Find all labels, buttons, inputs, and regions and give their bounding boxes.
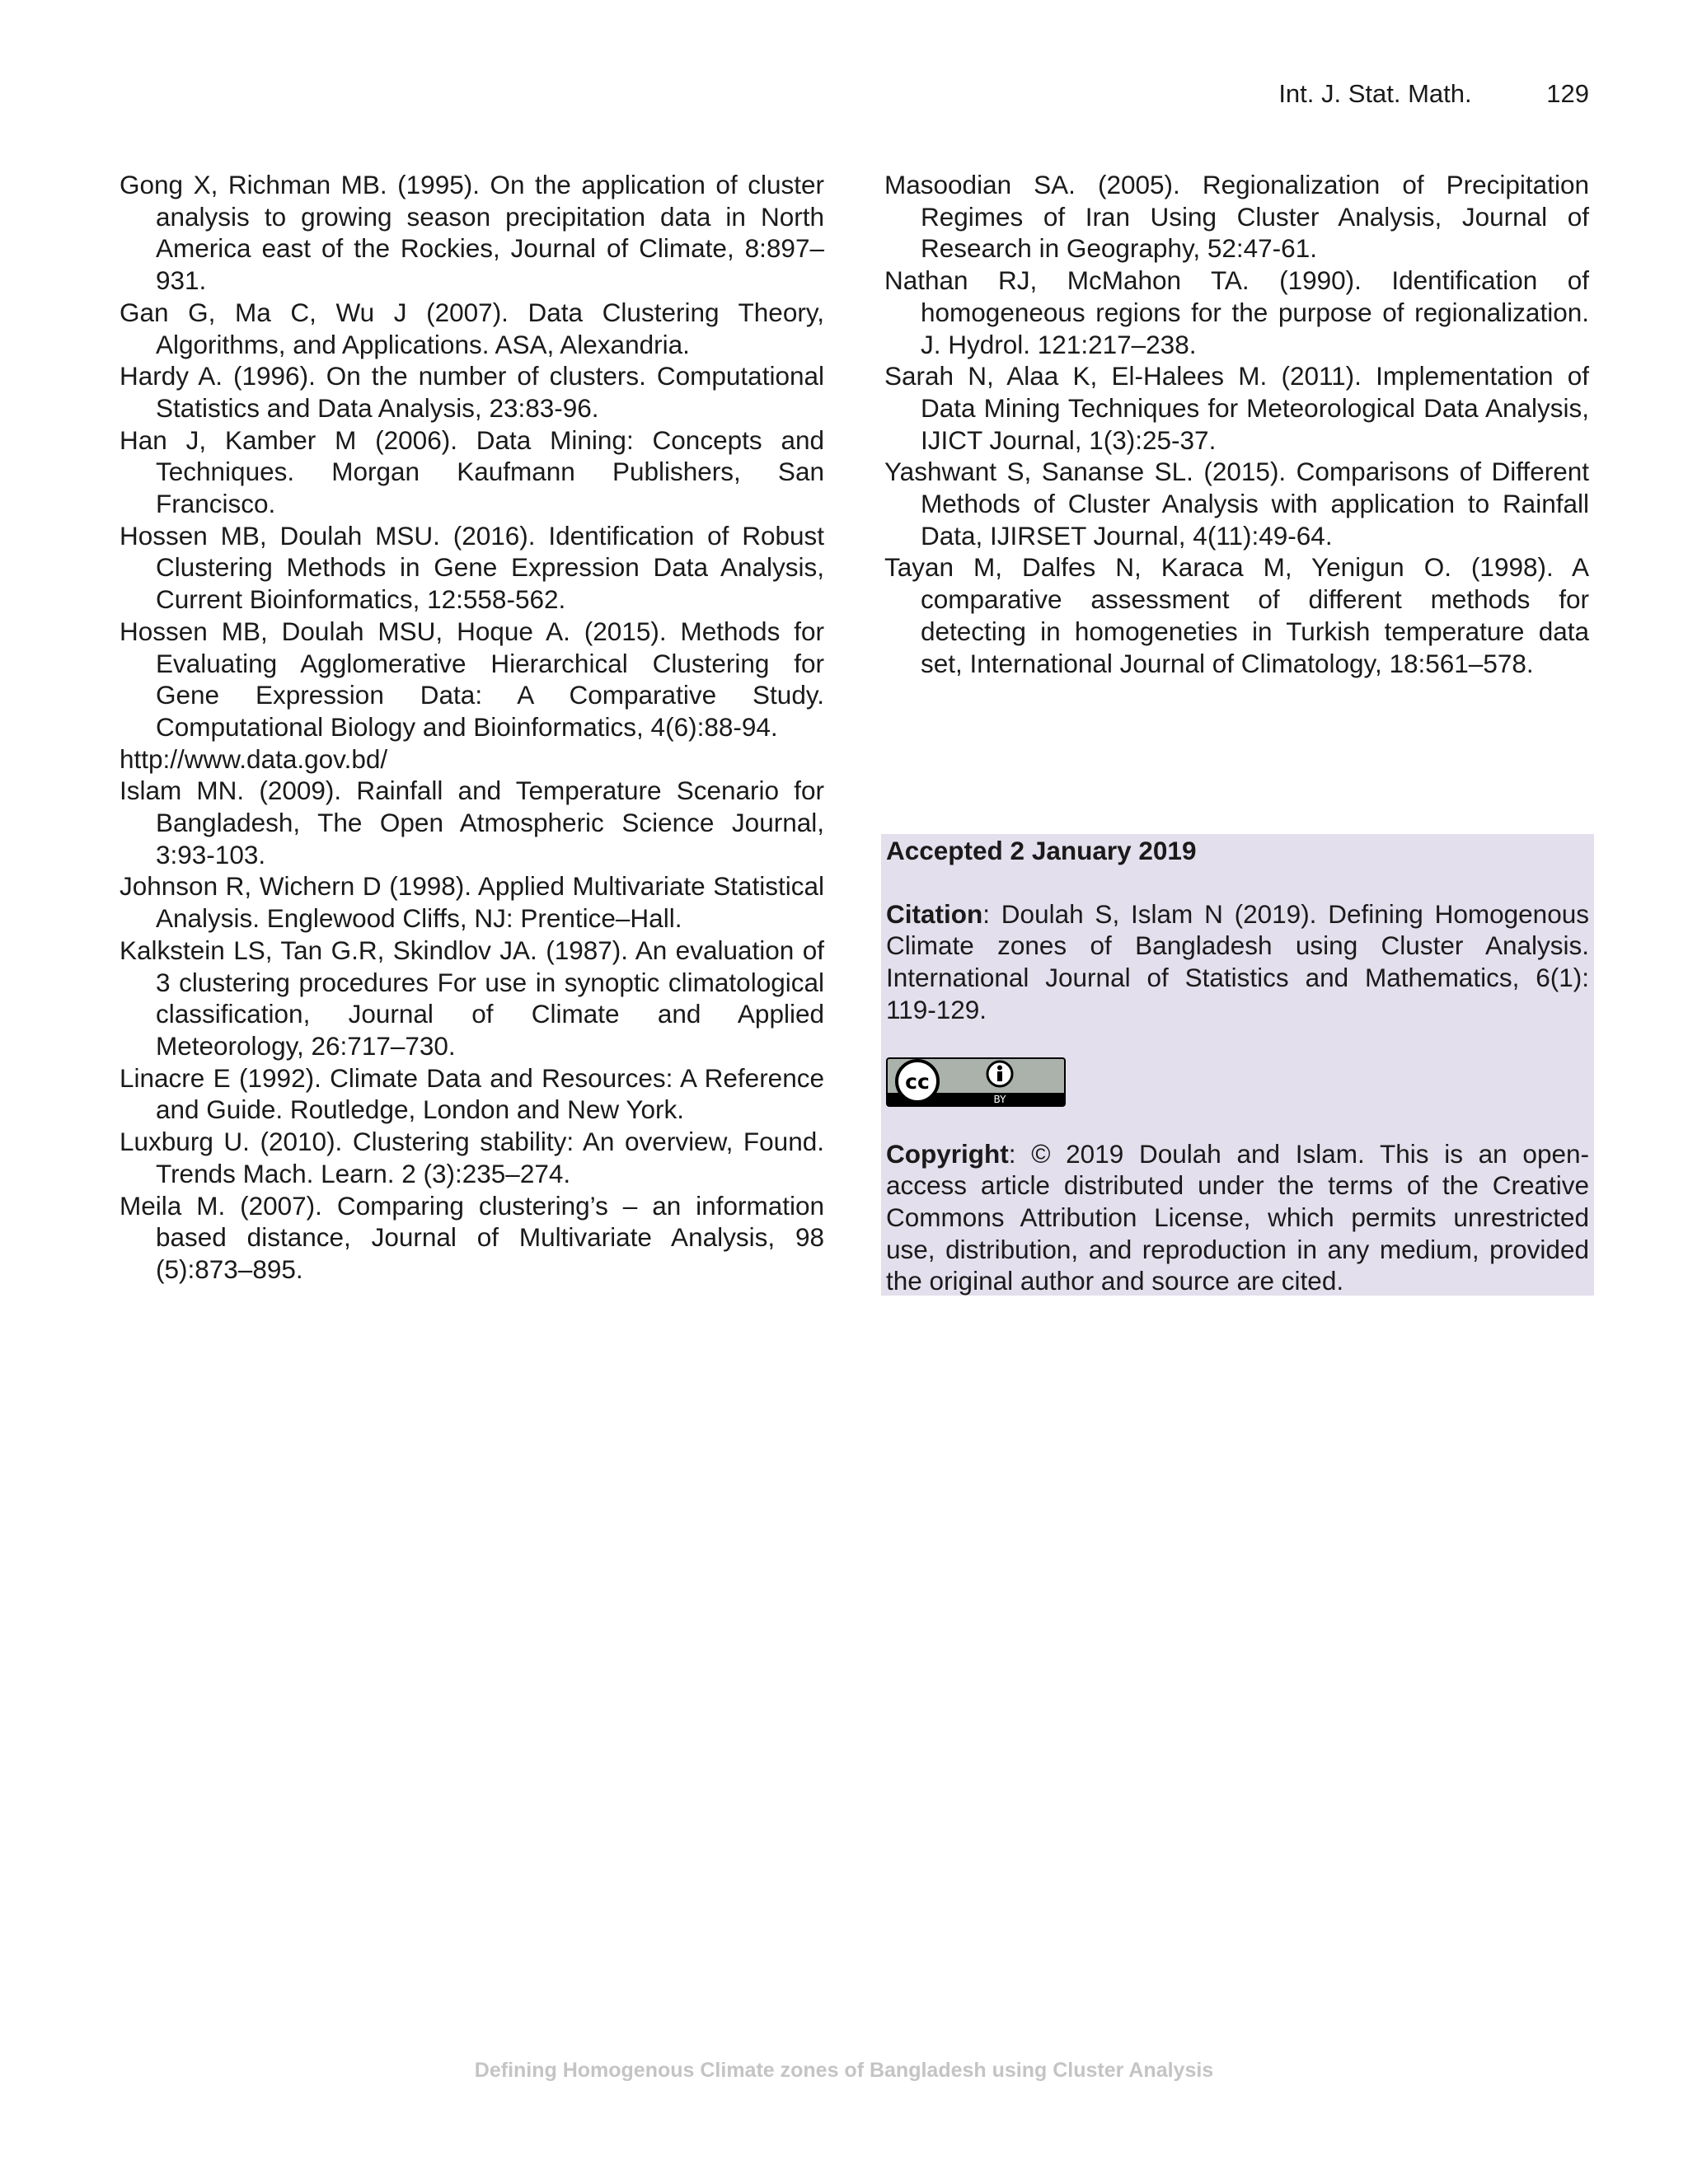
reference-item: Kalkstein LS, Tan G.R, Skindlov JA. (1987). An evaluation of 3 clustering procedures For use in synoptic climatological classification, Journal of Climate and Applied Meteorology, 26:717–730. bbox=[120, 935, 824, 1061]
reference-item: Yashwant S, Sananse SL. (2015). Comparisons of Different Methods of Cluster Analysis with application to Rainfall Data, IJIRSET Journal, 4(11):49-64. bbox=[884, 457, 1589, 551]
cc-by-license-icon[interactable] bbox=[886, 1057, 1066, 1107]
copyright-label: Copyright bbox=[886, 1138, 1009, 1169]
copyright bbox=[886, 1138, 1589, 1298]
citation bbox=[886, 898, 1589, 1026]
reference-item: Nathan RJ, McMahon TA. (1990). Identification of homogeneous regions for the purpose of regionalization. J. Hydrol. 121:217–238. bbox=[884, 265, 1589, 359]
reference-item: Islam MN. (2009). Rainfall and Temperature Scenario for Bangladesh, The Open Atmospheric Science Journal, 3:93-103. bbox=[120, 776, 824, 869]
article-info-box bbox=[881, 834, 1594, 1296]
running-title-footer: Defining Homogenous Climate zones of Bangladesh using Cluster Analysis bbox=[474, 2059, 1214, 2082]
reference-link[interactable]: http://www.data.gov.bd/ bbox=[120, 743, 388, 774]
reference-item: Luxburg U. (2010). Clustering stability: An overview, Found. Trends Mach. Learn. 2 (3):235–274. bbox=[120, 1127, 824, 1188]
reference-item: Hossen MB, Doulah MSU, Hoque A. (2015). Methods for Evaluating Agglomerative Hierarchical Clustering for Gene Expression Data: A Comparative Study. Computational Biology and Bioinformatics, 4(6):88-94. bbox=[120, 616, 824, 742]
references-left-column bbox=[120, 169, 824, 1286]
journal-name: Int. J. Stat. Math. bbox=[1278, 79, 1472, 108]
accepted-date: Accepted 2 January 2019 bbox=[886, 836, 1197, 865]
reference-item: Linacre E (1992). Climate Data and Resources: A Reference and Guide. Routledge, London and New York. bbox=[120, 1062, 824, 1125]
reference-item: Gan G, Ma C, Wu J (2007). Data Clustering Theory, Algorithms, and Applications. ASA, Alexandria. bbox=[120, 297, 824, 359]
reference-item: Hardy A. (1996). On the number of clusters. Computational Statistics and Data Analysis, 23:83-96. bbox=[120, 361, 824, 423]
reference-item: Hossen MB, Doulah MSU. (2016). Identification of Robust Clustering Methods in Gene Expression Data Analysis, Current Bioinformatics, 12:558-562. bbox=[120, 520, 824, 615]
reference-item: Meila M. (2007). Comparing clustering’s – an information based distance, Journal of Multivariate Analysis, 98 (5):873–895. bbox=[120, 1190, 824, 1284]
citation-text: : Doulah S, Islam N (2019). Defining Homogenous Climate zones of Bangladesh using Cluster Analysis. International Journal of Statistics and Mathematics, 6(1): 119-129. bbox=[886, 898, 1589, 1024]
reference-item: Masoodian SA. (2005). Regionalization of Precipitation Regimes of Iran Using Cluster Analysis, Journal of Research in Geography, 52:47-61. bbox=[884, 170, 1589, 264]
reference-item: Gong X, Richman MB. (1995). On the application of cluster analysis to growing season precipitation data in North America east of the Rockies, Journal of Climate, 8:897–931. bbox=[120, 170, 824, 296]
by-text: BY bbox=[993, 1093, 1006, 1105]
page-header bbox=[1278, 79, 1589, 109]
references-right-column bbox=[884, 169, 1589, 679]
reference-item: Han J, Kamber M (2006). Data Mining: Concepts and Techniques. Morgan Kaufmann Publishers, San Francisco. bbox=[120, 424, 824, 519]
citation-label: Citation bbox=[886, 898, 983, 929]
page-number: 129 bbox=[1546, 79, 1589, 108]
copyright-text: : © 2019 Doulah and Islam. This is an open-access article distributed under the terms of the Creative Commons Attribution License, which permits unrestricted use, distribution, and reproduction in any medium, provided the original author and source are cited. bbox=[886, 1138, 1589, 1296]
reference-item: Tayan M, Dalfes N, Karaca M, Yenigun O. (1998). A comparative assessment of different methods for detecting in homogeneties in Turkish temperature data set, International Journal of Climatology, 18:561–578. bbox=[884, 552, 1589, 678]
reference-item: Johnson R, Wichern D (1998). Applied Multivariate Statistical Analysis. Englewood Cliffs, NJ: Prentice–Hall. bbox=[120, 871, 824, 934]
cc-text: cc bbox=[905, 1069, 930, 1094]
reference-item: Sarah N, Alaa K, El-Halees M. (2011). Implementation of Data Mining Techniques for Meteorological Data Analysis, IJICT Journal, 1(3):25-37. bbox=[884, 361, 1589, 455]
